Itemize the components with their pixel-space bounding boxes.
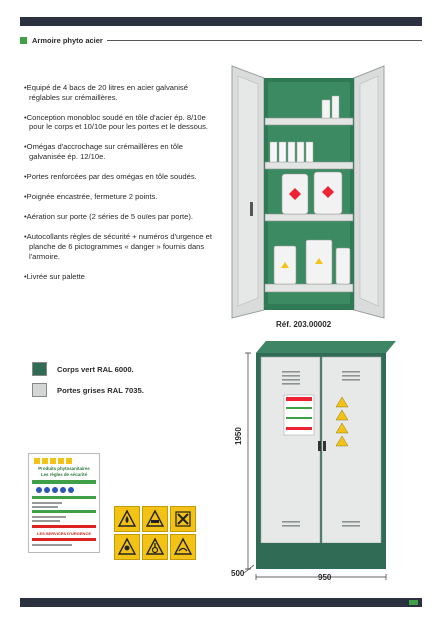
- oxidizer-icon: [142, 534, 168, 560]
- dimension-depth: 500: [231, 569, 245, 578]
- section-title: Armoire phyto acier: [32, 35, 103, 45]
- color-label: Corps vert RAL 6000.: [57, 364, 134, 374]
- top-bar: [20, 17, 422, 26]
- flame-icon: [114, 506, 140, 532]
- harmful-icon: [170, 506, 196, 532]
- pictogram-sheet: [114, 506, 196, 561]
- closed-cabinet-diagram: [238, 337, 406, 585]
- sticker-emergency: LES SERVICES D'URGENCE: [37, 531, 91, 536]
- open-cabinet-photo: [230, 62, 386, 320]
- section-header: [20, 34, 422, 46]
- color-row-doors: [32, 383, 144, 397]
- green-square-icon: [20, 37, 27, 44]
- feature-item: •Omégas d'accrochage sur crémaillères en tôle galvanisée ép. 12/10e.: [24, 142, 184, 161]
- toxic-icon: [114, 534, 140, 560]
- feature-item: •Poignée encastrée, fermeture 2 points.: [24, 192, 158, 202]
- feature-item: •Equipé de 4 bacs de 20 litres en acier galvanisé réglables sur crémaillères.: [24, 83, 188, 102]
- grey-swatch: [32, 383, 47, 397]
- feature-item: •Portes renforcées par des omégas en tôle soudés.: [24, 172, 197, 182]
- environment-icon: [170, 534, 196, 560]
- feature-list: [23, 83, 218, 292]
- green-swatch: [32, 362, 47, 376]
- bottom-bar: [20, 598, 422, 607]
- green-tag-icon: [409, 600, 418, 605]
- color-label: Portes grises RAL 7035.: [57, 385, 144, 395]
- header-rule: [107, 40, 422, 41]
- feature-item: •Aération sur porte (2 séries de 5 ouïes par porte).: [24, 212, 193, 222]
- feature-item: •Livrée sur palette: [24, 271, 85, 281]
- dimension-width: 950: [318, 573, 332, 582]
- corrosive-icon: [142, 506, 168, 532]
- sticker-title-2: Les règles de sécurité: [40, 472, 88, 477]
- feature-item: •Conception monobloc soudé en tôle d'acier ép. 8/10e pour le corps et 10/10e pour les portes et le dessous.: [24, 112, 208, 132]
- safety-sticker: [28, 453, 100, 553]
- color-row-body: [32, 362, 134, 376]
- dimension-height: 1950: [234, 427, 243, 445]
- sticker-title-1: Produits phytosanitaires: [38, 466, 90, 471]
- product-reference: Réf. 203.00002: [276, 320, 332, 329]
- feature-item: •Autocollants règles de sécurité + numéros d'urgence et planche de 6 pictogrammes « danger » fournis dans l'armoire.: [24, 232, 212, 261]
